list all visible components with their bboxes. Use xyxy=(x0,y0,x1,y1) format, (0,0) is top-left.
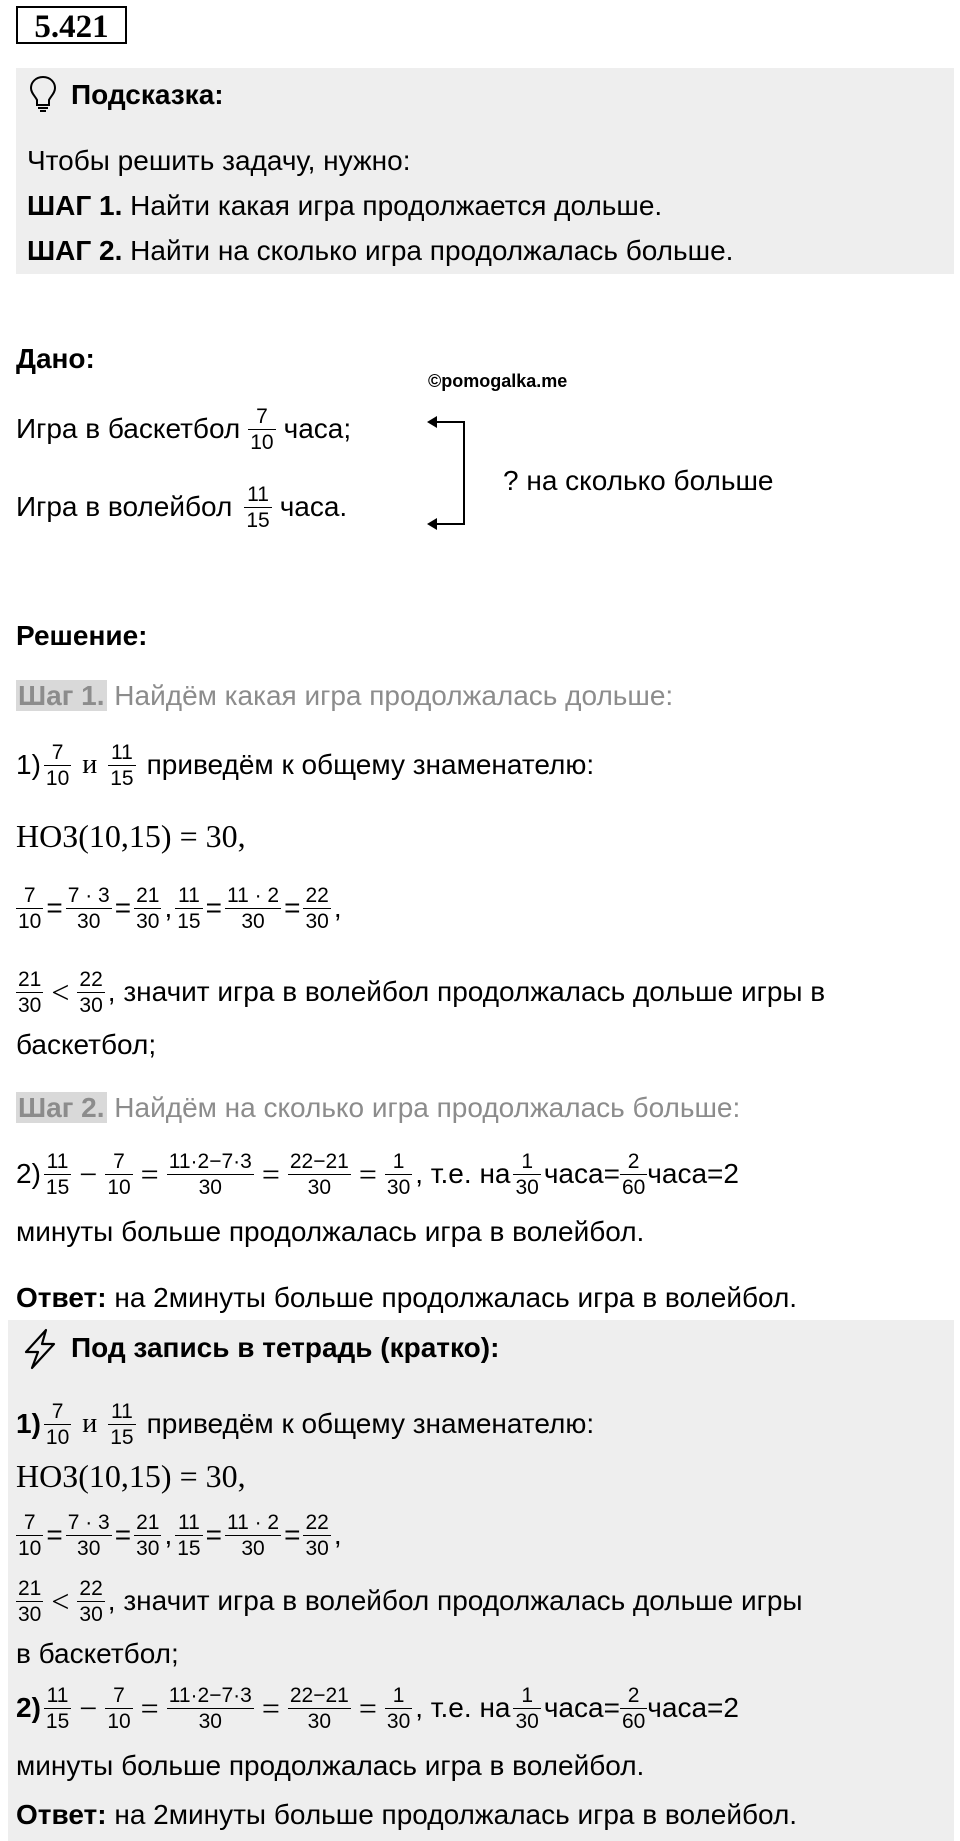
lcd-line: НОЗ(10,15) = 30, xyxy=(16,818,246,854)
and-word: и xyxy=(82,1408,98,1439)
frac-11-15 xyxy=(44,1149,71,1200)
frac-num: 21 xyxy=(136,1510,160,1534)
frac-21-30 xyxy=(16,967,43,1018)
frac-expr2-30 xyxy=(288,1149,351,1200)
frac-22-30 xyxy=(303,883,330,934)
frac-num: 7 · 3 xyxy=(67,883,110,907)
hint-step-1-label: ШАГ 1. xyxy=(27,190,123,221)
reduce-text: приведём к общему знаменателю: xyxy=(146,749,595,780)
answer-text: на 2минуты больше продолжалась игра в волейбол. xyxy=(106,1282,798,1313)
notes-lcd-line: НОЗ(10,15) = 30, xyxy=(16,1458,246,1494)
frac-den: 15 xyxy=(110,766,134,790)
frac-112-30 xyxy=(225,883,281,934)
lightning-icon xyxy=(20,1328,60,1370)
equals-sign: = xyxy=(205,1519,222,1550)
frac-num: 22 xyxy=(79,967,103,991)
given-question: ? на сколько больше xyxy=(503,465,774,496)
minus-sign: − xyxy=(79,1689,98,1726)
answer-line xyxy=(16,1280,797,1316)
item-number-2: 2) xyxy=(16,1692,41,1723)
frac-22-30 xyxy=(77,1576,104,1627)
frac-num: 11 xyxy=(44,1149,71,1175)
frac-num: 11 xyxy=(175,883,202,909)
given-line-1-text: Игра в баскетбол xyxy=(16,413,241,444)
frac-den: 15 xyxy=(110,1425,134,1449)
frac-den: 30 xyxy=(241,909,265,933)
less-than-sign: < xyxy=(51,1582,70,1619)
given-fraction-2 xyxy=(244,482,271,533)
frac-num: 7 xyxy=(248,404,275,430)
frac-22-30 xyxy=(303,1510,330,1561)
frac-den: 30 xyxy=(77,909,101,933)
frac-num: 21 xyxy=(18,1576,42,1600)
frac-den: 30 xyxy=(305,1536,329,1560)
frac-num: 21 xyxy=(18,967,42,991)
frac-22-30 xyxy=(77,967,104,1018)
frac-num: 2 xyxy=(620,1683,647,1709)
equals-sign: = xyxy=(284,1519,301,1550)
equals-sign: = xyxy=(358,1689,377,1726)
frac-den: 30 xyxy=(307,1175,332,1199)
frac-11-15 xyxy=(175,883,202,934)
equals-sign: = xyxy=(46,892,63,923)
hours-eq-2: часа=2 xyxy=(647,1692,739,1723)
frac-den: 30 xyxy=(136,1536,160,1560)
frac-num: 7 xyxy=(44,1399,71,1425)
frac-den: 10 xyxy=(18,909,42,933)
equals-sign: = xyxy=(46,1519,63,1550)
frac-den: 30 xyxy=(198,1175,222,1199)
reduce-line xyxy=(16,737,594,793)
frac-num: 7 xyxy=(105,1149,132,1175)
minutes-text: минуты больше продолжалась игра в волейбол. xyxy=(16,1216,645,1247)
frac-den: 60 xyxy=(621,1175,646,1199)
frac-num: 11·2−7·3 xyxy=(168,1683,252,1707)
step-2-text: Найдём на сколько игра продолжалась больше: xyxy=(106,1092,741,1123)
comma: , xyxy=(164,1519,173,1550)
given-line-2-unit: часа. xyxy=(279,491,348,522)
frac-den: 30 xyxy=(515,1175,539,1199)
minus-sign: − xyxy=(79,1155,98,1192)
item-number-1: 1) xyxy=(16,749,41,780)
frac-11-15 xyxy=(44,1683,71,1734)
hint-step-1 xyxy=(27,188,662,224)
frac-num: 11 · 2 xyxy=(226,883,280,907)
frac-num: 1 xyxy=(385,1683,412,1709)
frac-den: 30 xyxy=(198,1709,222,1733)
frac-den: 30 xyxy=(77,1536,101,1560)
hint-step-2-label: ШАГ 2. xyxy=(27,235,123,266)
solution-title: Решение: xyxy=(16,620,148,651)
frac-num: 11 xyxy=(175,1510,202,1536)
step-2-heading xyxy=(16,1090,740,1126)
frac-7-10 xyxy=(44,740,71,791)
notes-reduce-line xyxy=(16,1396,594,1452)
frac-7-10 xyxy=(105,1149,132,1200)
frac-den: 15 xyxy=(246,508,270,532)
frac-num: 22−21 xyxy=(289,1149,349,1173)
frac-21-30 xyxy=(16,1576,43,1627)
equals-sign: = xyxy=(205,892,222,923)
item-number-2: 2) xyxy=(16,1158,41,1189)
answer-text: на 2минуты больше продолжалась игра в волейбол. xyxy=(106,1799,798,1830)
frac-1-30 xyxy=(513,1149,540,1200)
frac-den: 30 xyxy=(18,1602,42,1626)
hint-step-1-text: Найти какая игра продолжается дольше. xyxy=(122,190,663,221)
frac-num: 11 · 2 xyxy=(226,1510,280,1534)
frac-11-15 xyxy=(108,740,135,791)
frac-den: 10 xyxy=(45,766,70,790)
frac-den: 30 xyxy=(79,993,103,1017)
frac-den: 30 xyxy=(241,1536,265,1560)
frac-num: 11 xyxy=(44,1683,71,1709)
frac-den: 15 xyxy=(45,1175,70,1199)
given-line-2 xyxy=(16,476,347,538)
frac-expr2-30 xyxy=(288,1683,351,1734)
frac-2-60 xyxy=(620,1683,647,1734)
notes-title: Под запись в тетрадь (кратко): xyxy=(71,1332,500,1363)
notes-conversion-line xyxy=(16,1505,342,1565)
frac-11-15 xyxy=(175,1510,202,1561)
bracket-arrows-icon xyxy=(425,410,475,530)
frac-num: 1 xyxy=(513,1683,540,1709)
equals-sign: = xyxy=(140,1689,159,1726)
frac-num: 1 xyxy=(385,1149,412,1175)
frac-den: 30 xyxy=(305,909,329,933)
notes-difference-line xyxy=(16,1677,739,1739)
frac-den: 10 xyxy=(107,1175,131,1199)
lightbulb-icon xyxy=(28,74,58,114)
given-line-1-unit: часа; xyxy=(283,413,352,444)
frac-num: 22−21 xyxy=(289,1683,349,1707)
frac-num: 11 xyxy=(108,1399,135,1425)
frac-den: 30 xyxy=(307,1709,332,1733)
notes-minutes-text: минуты больше продолжалась игра в волейбол. xyxy=(16,1750,645,1781)
comma: , xyxy=(164,892,173,923)
problem-number: 5.421 xyxy=(16,6,127,44)
frac-expr1-30 xyxy=(167,1683,254,1734)
and-word: и xyxy=(82,749,98,780)
frac-1-30 xyxy=(385,1683,412,1734)
less-than-sign: < xyxy=(51,973,70,1010)
equals-sign: = xyxy=(261,1689,280,1726)
compare-text: , значит игра в волейбол продолжалась дольше игры в xyxy=(107,976,826,1007)
hours-eq-2: часа=2 xyxy=(647,1158,739,1189)
frac-den: 10 xyxy=(250,430,274,454)
ie-text: , т.е. на xyxy=(415,1692,511,1723)
frac-num: 7 xyxy=(105,1683,132,1709)
frac-den: 60 xyxy=(621,1709,646,1733)
conversion-line xyxy=(16,878,342,938)
compare-text-cont: баскетбол; xyxy=(16,1029,157,1060)
frac-den: 30 xyxy=(136,909,160,933)
frac-7-10 xyxy=(16,883,43,934)
difference-line xyxy=(16,1143,739,1205)
step-1-badge: Шаг 1. xyxy=(18,680,105,711)
frac-den: 30 xyxy=(18,993,42,1017)
reduce-text: приведём к общему знаменателю: xyxy=(146,1408,595,1439)
frac-num: 2 xyxy=(620,1149,647,1175)
frac-num: 7 xyxy=(16,1510,43,1536)
frac-2-60 xyxy=(620,1149,647,1200)
frac-11-15 xyxy=(108,1399,135,1450)
given-fraction-1 xyxy=(248,404,275,455)
compare-line xyxy=(16,962,825,1022)
frac-den: 10 xyxy=(18,1536,42,1560)
equals-sign: = xyxy=(261,1155,280,1192)
hint-title: Подсказка: xyxy=(71,79,224,110)
answer-label: Ответ: xyxy=(16,1282,107,1313)
hours-eq: часа= xyxy=(543,1158,620,1189)
frac-73-30 xyxy=(66,1510,112,1561)
step-1-text: Найдём какая игра продолжалась дольше: xyxy=(106,680,674,711)
frac-112-30 xyxy=(225,1510,281,1561)
notes-compare-line xyxy=(16,1571,803,1631)
hours-eq: часа= xyxy=(543,1692,620,1723)
frac-7-10 xyxy=(16,1510,43,1561)
frac-num: 22 xyxy=(305,1510,329,1534)
hint-step-2 xyxy=(27,233,733,269)
notes-answer-line xyxy=(16,1797,797,1833)
ie-text: , т.е. на xyxy=(415,1158,511,1189)
frac-expr1-30 xyxy=(167,1149,254,1200)
equals-sign: = xyxy=(358,1155,377,1192)
frac-21-30 xyxy=(134,883,161,934)
equals-sign: = xyxy=(284,892,301,923)
frac-num: 1 xyxy=(513,1149,540,1175)
frac-num: 7 · 3 xyxy=(67,1510,110,1534)
frac-num: 22 xyxy=(305,883,329,907)
frac-num: 21 xyxy=(136,883,160,907)
answer-label: Ответ: xyxy=(16,1799,107,1830)
frac-num: 7 xyxy=(16,883,43,909)
frac-num: 11 xyxy=(108,740,135,766)
watermark: ©pomogalka.me xyxy=(428,371,568,391)
given-line-1 xyxy=(16,398,351,460)
frac-den: 10 xyxy=(107,1709,131,1733)
given-line-2-text: Игра в волейбол xyxy=(16,491,233,522)
hint-step-2-text: Найти на сколько игра продолжалась больше. xyxy=(122,235,734,266)
step-1-heading xyxy=(16,678,673,714)
frac-den: 10 xyxy=(45,1425,70,1449)
frac-den: 15 xyxy=(177,909,201,933)
step-2-badge: Шаг 2. xyxy=(18,1092,105,1123)
compare-text: , значит игра в волейбол продолжалась дольше игры xyxy=(107,1585,803,1616)
frac-1-30 xyxy=(385,1149,412,1200)
given-title: Дано: xyxy=(16,343,95,374)
comma: , xyxy=(333,892,342,923)
comma: , xyxy=(333,1519,342,1550)
frac-num: 11 xyxy=(244,482,271,508)
frac-den: 30 xyxy=(79,1602,103,1626)
frac-num: 11·2−7·3 xyxy=(168,1149,252,1173)
hint-intro: Чтобы решить задачу, нужно: xyxy=(27,145,411,176)
frac-den: 30 xyxy=(386,1709,411,1733)
frac-den: 30 xyxy=(386,1175,411,1199)
frac-7-10 xyxy=(44,1399,71,1450)
frac-7-10 xyxy=(105,1683,132,1734)
frac-1-30 xyxy=(513,1683,540,1734)
frac-den: 15 xyxy=(177,1536,201,1560)
frac-21-30 xyxy=(134,1510,161,1561)
notes-compare-text-cont: в баскетбол; xyxy=(16,1638,179,1669)
equals-sign: = xyxy=(114,892,132,923)
equals-sign: = xyxy=(140,1155,159,1192)
equals-sign: = xyxy=(114,1519,132,1550)
frac-num: 22 xyxy=(79,1576,103,1600)
frac-73-30 xyxy=(66,883,112,934)
frac-den: 30 xyxy=(515,1709,539,1733)
frac-num: 7 xyxy=(44,740,71,766)
item-number-1: 1) xyxy=(16,1408,41,1439)
frac-den: 15 xyxy=(45,1709,70,1733)
